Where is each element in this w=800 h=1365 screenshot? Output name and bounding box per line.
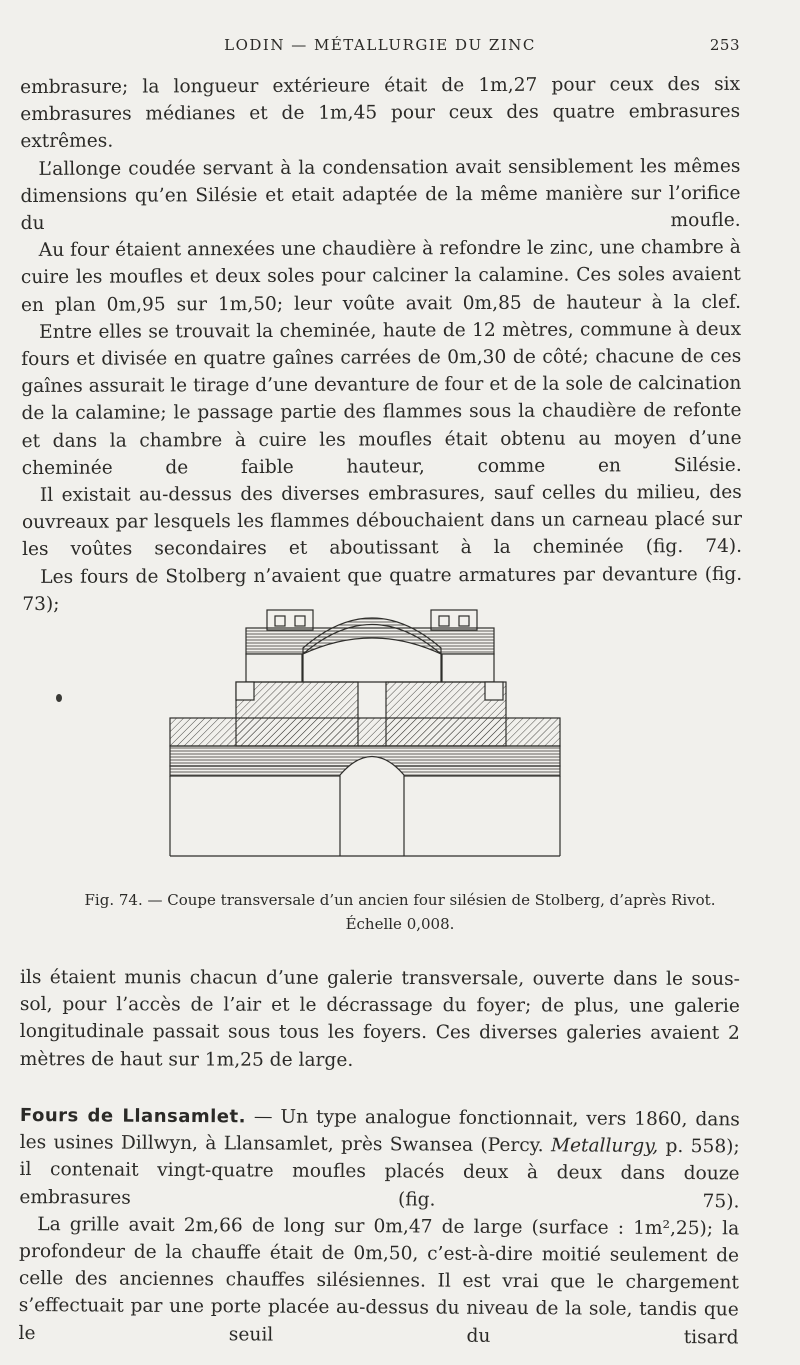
running-header — [20, 36, 740, 62]
paragraph-ouvreaux: Il existait au-dessus des diverses embrasures, sauf celles du milieu, des ouvreaux par lesquels les flammes débouchaient dans un carneau placé sur les voûtes secondaires et aboutissant à la cheminée (fig. 74). — [21, 481, 743, 561]
paragraph-continued: embrasure; la longueur extérieure était de 1m,27 pour ceux des six embrasures médianes et de 1m,45 pour ceux des quatre embrasures extrêmes. — [20, 73, 741, 153]
paragraph-allonge: L’allonge coudée servant à la condensation avait sensiblement les mêmes dimensions qu’en Silésie et etait adaptée de la même manière sur l’orifice du moufle. — [20, 155, 741, 235]
figure-caption-block — [40, 888, 760, 936]
paragraph-galeries: ils étaient munis chacun d’une galerie transversale, ouverte dans le sous-sol, pour l’accès de l’air et le décrassage du foyer; de plus, une galerie longitudinale passait sous tous les foyers. Ces diverses galeries avaient 2 mètres de haut sur 1m,25 de large. — [19, 967, 740, 1071]
paragraph-grille: La grille avait 2m,66 de long sur 0m,47 de large (surface : 1m²,25); la profondeur de la chauffe était de 0m,50, c’est-à-dire moitié seulement de celle des anciennes chauffes silésiennes. Il est vrai que le chargement s’effectuait par une porte placée au-dessus du niveau de la sole, tandis que le seuil du tisard — [18, 1213, 740, 1349]
section-text-2: p. 558); il contenait vingt-quatre moufles placés deux à deux dans douze embrasures (fig. 75). — [19, 1136, 740, 1213]
figure-scale: Échelle 0,008. — [345, 915, 455, 933]
header-title: LODIN — MÉTALLURGIE DU ZINC — [224, 36, 536, 54]
section-text-1: — Un type analogue fonctionnait, vers 1860, dans les usines Dillwyn, à Llansamlet, près Swansea (Percy. — [19, 1106, 740, 1157]
paragraph-llansamlet — [19, 1102, 740, 1215]
body-text-bottom — [19, 1102, 740, 1351]
paragraph-stolberg: Les fours de Stolberg n’avaient que quatre armatures par devanture (fig. 73); — [22, 563, 743, 615]
paragraph-annexes: Au four étaient annexées une chaudière à refondre le zinc, une chambre à cuire les moufles et deux soles pour calciner la calamine. Ces soles avaient en plan 0m,95 sur 1m,50; leur voûte avait 0m,85 de hauteur à la clef. — [20, 237, 742, 316]
body-text-mid — [20, 964, 740, 1075]
paragraph-cheminee: Entre elles se trouvait la cheminée, haute de 12 mètres, commune à deux fours et divisée en quatre gaînes carrées de 0m,30 de côté; chacune de ces gaînes assurait le tirage d’une devanture de four et de la sole de calcination de la calamine; le passage partie des flammes sous la chaudière de refonte et dans la chambre à cuire les moufles était obtenu au moyen d’une cheminée de faible hauteur, comme en Silésie. — [21, 318, 742, 479]
figure-caption: Fig. 74. — Coupe transversale d’un ancien four silésien de Stolberg, d’après Rivot. — [84, 891, 716, 909]
furnace-cross-section-figure — [160, 600, 570, 870]
page-number: 253 — [709, 36, 740, 54]
section-heading: Fours de Llansamlet. — [19, 1105, 247, 1128]
citation-title: Metallurgy, — [550, 1135, 659, 1158]
body-text-top — [20, 71, 742, 618]
ink-speck — [56, 694, 62, 702]
